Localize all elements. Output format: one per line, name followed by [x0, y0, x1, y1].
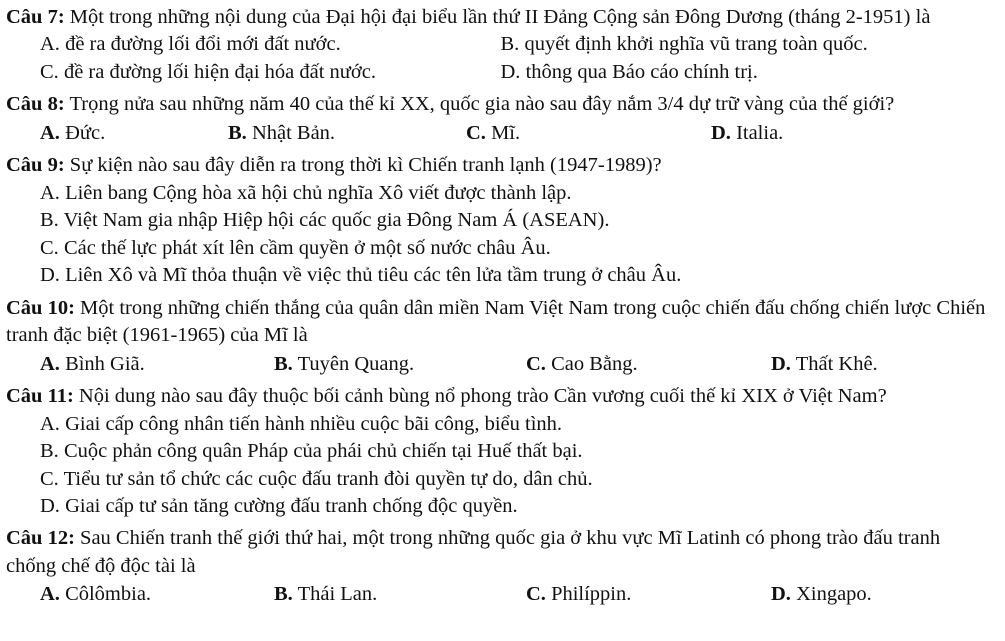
answer-option-b[interactable] [228, 120, 466, 147]
option-text: Nhật Bản. [251, 121, 336, 144]
option-text: thông qua Báo cáo chính trị. [525, 60, 758, 83]
question-number: Câu 8: [6, 93, 65, 116]
answer-option-d[interactable] [771, 351, 971, 378]
answer-option-a[interactable] [40, 31, 501, 58]
option-text: Thất Khê. [795, 352, 878, 375]
question-number: Câu 12: [6, 527, 75, 550]
question-block [6, 4, 995, 86]
question-number: Câu 9: [6, 154, 65, 177]
option-text: Tuyên Quang. [297, 352, 415, 375]
option-text: quyết định khởi nghĩa vũ trang toàn quốc. [524, 33, 868, 56]
option-label: A. [40, 412, 60, 435]
option-label: B. [40, 440, 59, 463]
option-text: đề ra đường lối đổi mới đất nước. [65, 33, 341, 56]
option-text: Cuộc phản công quân Pháp của phái chủ chiến tại Huế thất bại. [63, 440, 583, 463]
option-text: Mĩ. [491, 121, 521, 144]
question-text: Một trong những nội dung của Đại hội đại biểu lần thứ II Đảng Cộng sản Đông Dương (tháng 2-1951) là [69, 6, 931, 28]
answer-option-b[interactable] [40, 207, 995, 234]
answer-column-right [501, 31, 996, 86]
option-label: D. [500, 60, 521, 83]
option-text: Philíppin. [551, 583, 632, 606]
question-block [6, 383, 995, 520]
option-label: B. [228, 121, 247, 144]
option-label: C. [526, 352, 546, 375]
option-label: D. [771, 583, 791, 606]
option-label: D. [771, 352, 791, 375]
answer-option-a[interactable] [6, 581, 274, 608]
answer-option-a[interactable] [40, 180, 995, 207]
option-text: đề ra đường lối hiện đại hóa đất nước. [63, 60, 376, 83]
option-text: Cao Bằng. [551, 352, 638, 375]
option-label: A. [40, 181, 60, 204]
answer-column-left [6, 31, 501, 86]
question-block [6, 295, 995, 378]
answer-option-b[interactable] [274, 581, 526, 608]
question-text: Nội dung nào sau đây thuộc bối cảnh bùng nổ phong trào Cần vương cuối thế kỉ XIX ở Việt Nam? [78, 385, 887, 408]
answer-option-d[interactable] [40, 262, 995, 289]
question-number: Câu 10: [6, 296, 75, 319]
question-stem [6, 152, 995, 179]
answer-option-d[interactable] [40, 493, 995, 520]
option-text: Giai cấp tư sản tăng cường đấu tranh chống độc quyền. [65, 494, 518, 517]
option-label: C. [526, 583, 546, 606]
answer-options [6, 120, 995, 147]
option-label: C. [466, 121, 486, 144]
option-label: B. [500, 33, 520, 56]
option-label: B. [274, 583, 293, 606]
question-block [6, 525, 995, 608]
question-block [6, 152, 995, 289]
question-text: Sau Chiến tranh thế giới thứ hai, một trong những quốc gia ở khu vực Mĩ Latinh có phong trào đấu tranh chống chế độ độc tài là [6, 527, 941, 577]
answer-option-c[interactable] [40, 59, 501, 86]
option-label: D. [40, 264, 60, 287]
option-text: Các thế lực phát xít lên cầm quyền ở một số nước châu Âu. [63, 236, 551, 259]
option-label: C. [40, 236, 59, 259]
answer-options [6, 180, 995, 290]
answer-options [6, 31, 995, 86]
question-text: Sự kiện nào sau đây diễn ra trong thời kì Chiến tranh lạnh (1947-1989)? [69, 154, 662, 177]
answer-option-d[interactable] [501, 59, 996, 86]
answer-option-a[interactable] [6, 120, 228, 147]
option-text: Đức. [65, 121, 106, 144]
option-label: C. [40, 467, 59, 490]
answer-option-c[interactable] [526, 581, 771, 608]
option-label: A. [40, 352, 60, 375]
answer-option-c[interactable] [40, 466, 995, 493]
answer-option-a[interactable] [6, 351, 274, 378]
answer-option-c[interactable] [466, 120, 711, 147]
option-text: Giai cấp công nhân tiến hành nhiều cuộc bãi công, biểu tình. [65, 412, 563, 435]
question-text: Trọng nửa sau những năm 40 của thế kỉ XX, quốc gia nào sau đây nắm 3/4 dự trữ vàng của thế giới? [69, 93, 895, 116]
option-text: Bình Giã. [65, 352, 145, 375]
question-stem [6, 91, 995, 118]
option-label: A. [40, 121, 60, 144]
option-label: D. [711, 121, 731, 144]
answer-options [6, 411, 995, 521]
option-label: A. [40, 583, 60, 606]
option-text: Tiểu tư sản tổ chức các cuộc đấu tranh đòi quyền tự do, dân chủ. [63, 467, 593, 490]
question-number: Câu 7: [6, 6, 65, 28]
question-stem [6, 295, 995, 350]
option-label: B. [40, 209, 59, 232]
option-text: Liên bang Cộng hòa xã hội chủ nghĩa Xô viết được thành lập. [65, 181, 572, 204]
option-text: Côlômbia. [65, 583, 152, 606]
option-text: Xingapo. [796, 583, 872, 606]
answer-option-b[interactable] [274, 351, 526, 378]
answer-option-a[interactable] [40, 411, 995, 438]
option-label: D. [40, 494, 60, 517]
question-block [6, 91, 995, 147]
answer-option-c[interactable] [40, 235, 995, 262]
question-stem [6, 383, 995, 410]
question-text: Một trong những chiến thắng của quân dân miền Nam Việt Nam trong cuộc chiến đấu chống chiến lược Chiến tranh đặc biệt (1961-1965) của Mĩ là [6, 296, 986, 347]
answer-option-b[interactable] [501, 31, 996, 58]
question-stem [6, 4, 995, 31]
answer-options [6, 351, 995, 378]
option-text: Liên Xô và Mĩ thỏa thuận về việc thủ tiêu các tên lửa tầm trung ở châu Âu. [65, 264, 682, 287]
answer-options [6, 581, 995, 608]
answer-option-d[interactable] [771, 581, 971, 608]
answer-option-d[interactable] [711, 120, 911, 147]
question-stem [6, 525, 995, 580]
option-text: Việt Nam gia nhập Hiệp hội các quốc gia Đông Nam Á (ASEAN). [63, 209, 610, 232]
answer-option-b[interactable] [40, 438, 995, 465]
option-text: Italia. [736, 121, 784, 144]
answer-option-c[interactable] [526, 351, 771, 378]
option-label: A. [40, 33, 60, 56]
option-label: B. [274, 352, 293, 375]
option-label: C. [40, 60, 59, 83]
option-text: Thái Lan. [297, 583, 378, 606]
question-number: Câu 11: [6, 385, 74, 408]
